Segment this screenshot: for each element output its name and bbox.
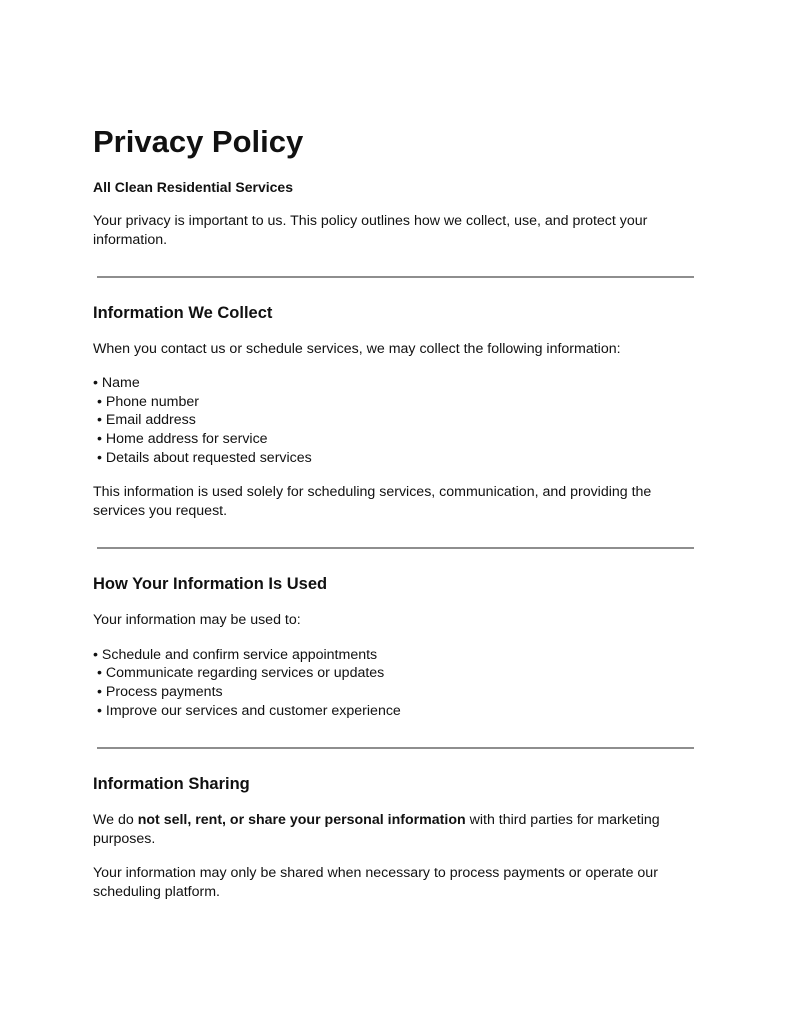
intro-line: Your privacy is important to us. This policy outlines how we collect, use, and protect your <box>93 213 648 229</box>
list-item: • Phone number <box>97 394 199 410</box>
divider <box>97 547 694 549</box>
company-name: All Clean Residential Services <box>93 179 293 195</box>
list-item: • Improve our services and customer experience <box>97 703 401 719</box>
section-heading: Information We Collect <box>93 304 273 322</box>
text: with third parties for marketing <box>465 812 660 828</box>
divider <box>97 276 694 278</box>
section-text <box>93 811 660 830</box>
list-item: • Schedule and confirm service appointments <box>93 647 378 663</box>
list-item: • Process payments <box>97 684 223 700</box>
section-heading: Information Sharing <box>93 775 250 793</box>
list-item: • Communicate regarding services or updates <box>97 665 385 681</box>
section-text: purposes. <box>93 831 156 847</box>
section-text: This information is used solely for scheduling services, communication, and providing the <box>93 484 652 500</box>
emphasis-text: not sell, rent, or share your personal information <box>137 812 466 828</box>
intro-line: information. <box>93 232 168 248</box>
text: We do <box>93 812 138 828</box>
page-title: Privacy Policy <box>93 124 304 159</box>
list-item: • Home address for service <box>97 431 268 447</box>
section-lead: Your information may be used to: <box>93 612 301 628</box>
section-heading: How Your Information Is Used <box>93 575 328 593</box>
divider <box>97 747 694 749</box>
list-item: • Email address <box>97 412 196 428</box>
list-item: • Name <box>93 375 140 391</box>
section-text: scheduling platform. <box>93 884 220 900</box>
section-lead: When you contact us or schedule services, we may collect the following information: <box>93 341 621 357</box>
section-text: services you request. <box>93 503 228 519</box>
list-item: • Details about requested services <box>97 450 312 466</box>
section-text: Your information may only be shared when necessary to process payments or operate our <box>93 865 658 881</box>
